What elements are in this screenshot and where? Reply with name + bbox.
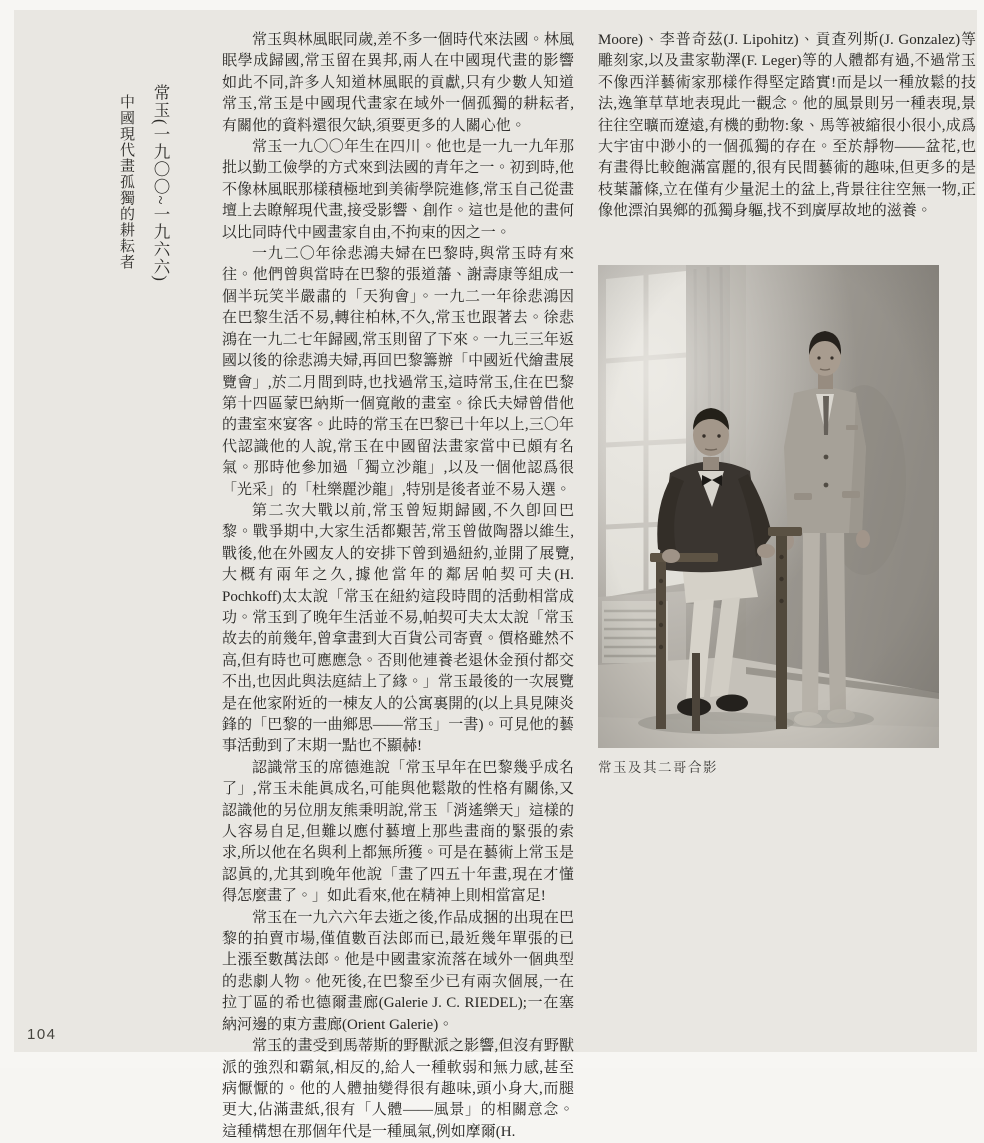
scan-edge-right [977,0,984,1068]
paragraph-6: 常玉在一九六六年去逝之後,作品成捆的出現在巴黎的拍賣市場,僅值數百法郎而已,最近幾年單張的已上漲至數萬法郎。他是中國畫家流落在域外一個典型的悲劇人物。他死後,在巴黎至少已有兩次個展,一在拉丁區的希也德爾畫廊(Galerie J. C. RIEDEL);一在塞納河邊的東方畫廊(Orient Galerie)。 [222,909,574,1033]
paragraph-5: 認識常玉的席德進說「常玉早年在巴黎幾乎成名了」,常玉未能眞成名,可能與他鬆散的性格有關係,又認識他的另位朋友熊秉明說,常玉「消遙樂天」這樣的人容易自足,但難以應付藝壇上那些畫商的緊張的索求,所以他在名與利上都無所獲。可是在藝術上常玉是認眞的,尤其到晚年他說「畫了四五十年畫,現在才懂得怎麼畫了。」如此看來,他在精神上則相當富足! [222,759,574,905]
article-subtitle-vertical: 中國現代畫孤獨的耕耘者 [118,94,134,270]
right-text-column [598,30,976,223]
scan-edge-left [0,0,14,1068]
sanyu-and-brother-photo [598,265,939,748]
paragraph-4: 第二次大戰以前,常玉曾短期歸國,不久卽回巴黎。戰爭期中,大家生活都艱苦,常玉曾做陶器以維生,戰後,他在外國友人的安排下曾到過紐約,並開了展覽,大概有兩年之久,據他當年的鄰居帕契可夫(H. Pochkoff)太太說「常玉在紐約這段時間的活動相當成功。常玉到了晚年生活並不易,帕契可夫太太說「常玉故去的前幾年,曾拿畫到大百貨公司寄賣。價格雖然不高,但有時也可應應急。否則他連養老退休金預付都交不出,也因此與法庭結上了緣。」常玉最後的一次展覽是在他家附近的一棟友人的公寓裏開的(以上具見陳炎鋒的「巴黎的一曲鄉思——常玉」一書)。可見他的藝事活動到了末期一點也不顯赫! [222,502,574,755]
paragraph-7: 常玉的畫受到馬蒂斯的野獸派之影響,但沒有野獸派的強烈和霸氣,相反的,給人一種軟弱和無力感,甚至病懨懨的。他的人體抽變得很有趣味,頭小身大,而腿更大,佔滿畫紙,很有「人體——風景」的相關意念。這種構想在那個年代是一種風氣,例如摩爾(H. [222,1038,574,1140]
page-number: 104 [27,1026,57,1043]
photo-figure [598,265,939,776]
scan-edge-top [0,0,984,10]
photo-caption: 常玉及其二哥合影 [598,760,718,775]
left-text-column [222,30,574,1140]
paragraph-2: 常玉一九〇〇年生在四川。他也是一九一九年那批以勤工儉學的方式來到法國的青年之一。初到時,他不像林風眠那樣積極地到美術學院進修,常玉自己從畫壇上去瞭解現代畫,接受影響、創作。這也是他的畫何以比同時代中國畫家自由,不拘束的因之一。 [222,139,574,241]
paragraph-1: 常玉與林風眠同歲,差不多一個時代來法國。林風眠學成歸國,常玉留在異邦,兩人在中國現代畫的影響如此不同,許多人知道林風眠的貢獻,只有少數人知道常玉,常玉是中國現代畫家在域外一個孤獨的耕耘者,有關他的資料還很欠缺,須要更多的人關心他。 [222,32,574,134]
paragraph-3: 一九二〇年徐悲鴻夫婦在巴黎時,與常玉時有來往。他們曾與當時在巴黎的張道藩、謝壽康等組成一個半玩笑半嚴肅的「天狗會」。一九二一年徐悲鴻因在巴黎生活不易,轉往柏林,不久,常玉也跟著去。徐悲鴻在一九二七年歸國,常玉則留了下來。一九三三年返國以後的徐悲鴻夫婦,再回巴黎籌辦「中國近代繪畫展覽會」,於二月間到時,也找過常玉,這時常玉,住在巴黎第十四區蒙巴納斯一個寬敞的畫室。徐氏夫婦曾借他的畫室來宴客。此時的常玉在巴黎已十年以上,三〇年代認識他的人說,常玉在中國留法畫家當中已頗有名氣。那時他參加過「獨立沙龍」,以及一個他認爲很「光采」的「杜樂麗沙龍」,特別是後者並不易入選。 [222,246,574,498]
paragraph-continuation: Moore)、李普奇茲(J. Lipohitz)、貢查列斯(J. Gonzalez)等雕刻家,以及畫家勒澤(F. Leger)等的人體都有過,不過常玉不像西洋藝術家那樣作得堅定踏實!而是以一種放鬆的技法,逸筆草草地表現此一觀念。他的風景則另一種表現,景往往空曠而遼遠,有機的動物:象、馬等被縮很小很小,成爲大宇宙中渺小的一個孤獨的存在。至於靜物——盆花,也有畫得比較飽滿富麗的,很有民間藝術的趣味,但更多的是枝葉蕭條,立在僅有少量泥土的盆上,背景往往空無一物,正像他漂泊異鄉的孤獨身軀,找不到廣厚故地的滋養。 [598,32,976,220]
article-title-vertical: 常玉(一九〇〇~一九六六) [151,84,170,282]
